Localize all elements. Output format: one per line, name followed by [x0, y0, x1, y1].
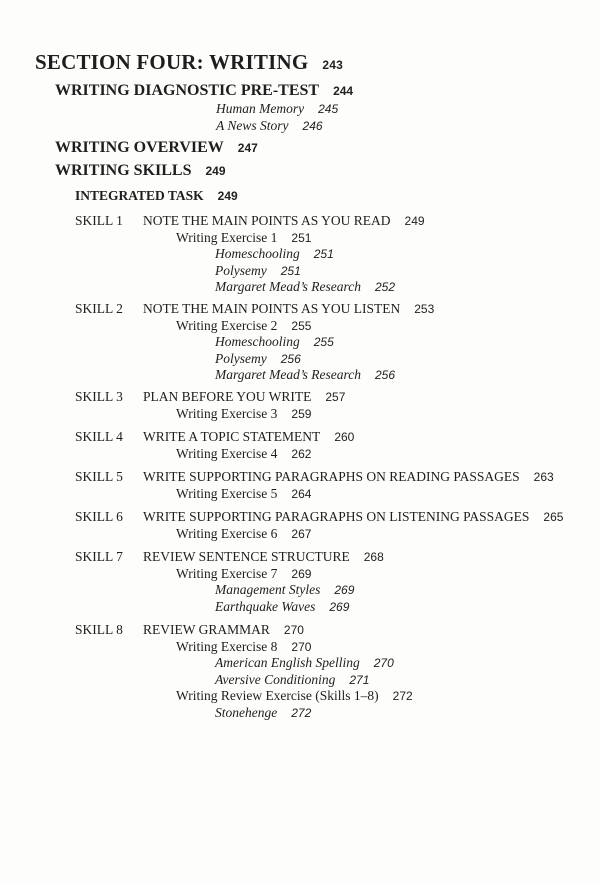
skill-title: REVIEW SENTENCE STRUCTURE: [143, 549, 350, 564]
skill-title: WRITE SUPPORTING PARAGRAPHS ON LISTENING PASSAGES: [143, 509, 530, 524]
passage-entry: [215, 334, 334, 350]
skills-heading: [55, 162, 226, 180]
page-number: 269: [291, 566, 312, 581]
exercise-entry: [176, 486, 311, 502]
passage-entry: [215, 351, 301, 367]
passage-title: Stonehenge: [215, 704, 278, 720]
passage-entry: [215, 367, 395, 383]
section-title: SECTION FOUR: WRITING: [35, 50, 309, 74]
passage-title: Management Styles: [215, 582, 321, 597]
page-number: 270: [373, 656, 394, 670]
page-number: 259: [291, 406, 312, 421]
page-number: 269: [334, 583, 355, 597]
skill-entry: [75, 301, 434, 317]
skill-entry: [75, 213, 425, 229]
exercise-entry: [176, 566, 311, 582]
page-number: 255: [291, 318, 312, 333]
skill-label: SKILL 4: [75, 429, 123, 444]
passage-entry: [216, 118, 323, 134]
passage-title: Homeschooling: [215, 334, 300, 349]
exercise-title: Writing Review Exercise (Skills 1–8): [176, 688, 379, 703]
page-number: 251: [280, 263, 301, 278]
page-number: 262: [291, 446, 312, 461]
passage-entry: [215, 655, 394, 671]
passage-entry: [215, 582, 354, 598]
exercise-entry: [176, 446, 311, 462]
passage-title: Margaret Mead’s Research: [215, 279, 361, 294]
skill-entry: [75, 429, 354, 445]
passage-title: Polysemy: [215, 262, 267, 278]
page-number: 270: [291, 639, 312, 654]
page-number: 252: [374, 280, 395, 294]
page-number: 267: [291, 526, 312, 541]
page-number: 263: [533, 470, 554, 484]
passage-entry: [216, 101, 338, 117]
diagnostic-heading: [55, 82, 353, 100]
exercise-title: Writing Exercise 8: [176, 638, 278, 654]
entry-title: WRITING OVERVIEW: [55, 139, 224, 156]
skill-entry: [75, 549, 384, 565]
page-number: 249: [404, 214, 425, 228]
passage-title: Earthquake Waves: [215, 598, 316, 614]
passage-title: A News Story: [216, 118, 289, 133]
passage-entry: [215, 599, 349, 615]
page-number: 257: [325, 390, 346, 404]
page-number: 272: [392, 689, 413, 703]
page-number: 270: [283, 623, 304, 637]
exercise-title: Writing Exercise 6: [176, 525, 278, 541]
page-number: 269: [329, 599, 350, 614]
passage-title: Polysemy: [215, 350, 267, 366]
page-number: 253: [414, 302, 435, 316]
passage-title: Aversive Conditioning: [215, 671, 336, 687]
page-number: 256: [374, 368, 395, 382]
page-number: 271: [349, 672, 370, 687]
page-number: 268: [363, 550, 384, 564]
passage-entry: [215, 279, 395, 295]
passage-entry: [215, 705, 311, 721]
skill-title: WRITE A TOPIC STATEMENT: [143, 429, 321, 444]
page-number: 243: [322, 58, 343, 72]
exercise-entry: [176, 318, 311, 334]
page-number: 249: [205, 164, 226, 178]
skill-entry: [75, 509, 563, 525]
skill-entry: [75, 622, 304, 638]
passage-title: Margaret Mead’s Research: [215, 367, 361, 382]
page-number: 249: [217, 189, 238, 203]
page-number: 251: [291, 230, 312, 245]
page-number: 244: [333, 84, 354, 98]
skill-title: REVIEW GRAMMAR: [143, 622, 270, 637]
page-number: 255: [313, 335, 334, 349]
overview-heading: [55, 139, 258, 157]
page-number: 260: [334, 430, 355, 444]
skill-label: SKILL 7: [75, 549, 123, 564]
page-number: 264: [291, 486, 312, 501]
passage-entry: [215, 263, 301, 279]
page-number: 246: [302, 119, 323, 133]
skill-label: SKILL 5: [75, 469, 123, 484]
exercise-title: Writing Exercise 2: [176, 317, 278, 333]
skill-title: PLAN BEFORE YOU WRITE: [143, 389, 312, 404]
skill-label: SKILL 3: [75, 389, 123, 404]
exercise-title: Writing Exercise 5: [176, 485, 278, 501]
page-number: 245: [318, 102, 339, 116]
exercise-entry: [176, 526, 311, 542]
skill-label: SKILL 2: [75, 301, 123, 316]
skill-title: WRITE SUPPORTING PARAGRAPHS ON READING PASSAGES: [143, 469, 520, 484]
passage-title: Homeschooling: [215, 246, 300, 261]
skill-entry: [75, 389, 345, 405]
entry-title: INTEGRATED TASK: [75, 188, 204, 203]
passage-entry: [215, 672, 369, 688]
page-number: 272: [291, 705, 312, 720]
exercise-entry: [176, 639, 311, 655]
exercise-entry: [176, 688, 413, 704]
skill-label: SKILL 6: [75, 509, 123, 524]
exercise-title: Writing Exercise 1: [176, 229, 278, 245]
page-number: 265: [543, 510, 564, 524]
section-heading: [35, 50, 343, 75]
entry-title: WRITING DIAGNOSTIC PRE-TEST: [55, 82, 320, 99]
page-number: 256: [280, 351, 301, 366]
exercise-entry: [176, 406, 311, 422]
passage-entry: [215, 246, 334, 262]
page-number: 251: [313, 247, 334, 261]
entry-title: WRITING SKILLS: [55, 162, 192, 179]
exercise-entry: [176, 230, 311, 246]
page-number: 247: [237, 141, 258, 155]
passage-title: American English Spelling: [215, 655, 360, 670]
skill-title: NOTE THE MAIN POINTS AS YOU READ: [143, 213, 391, 228]
exercise-title: Writing Exercise 7: [176, 565, 278, 581]
passage-title: Human Memory: [216, 101, 305, 116]
exercise-title: Writing Exercise 4: [176, 445, 278, 461]
skill-label: SKILL 8: [75, 622, 123, 637]
integrated-task-heading: [75, 188, 238, 204]
skill-title: NOTE THE MAIN POINTS AS YOU LISTEN: [143, 301, 401, 316]
exercise-title: Writing Exercise 3: [176, 405, 278, 421]
skill-label: SKILL 1: [75, 213, 123, 228]
skill-entry: [75, 469, 554, 485]
